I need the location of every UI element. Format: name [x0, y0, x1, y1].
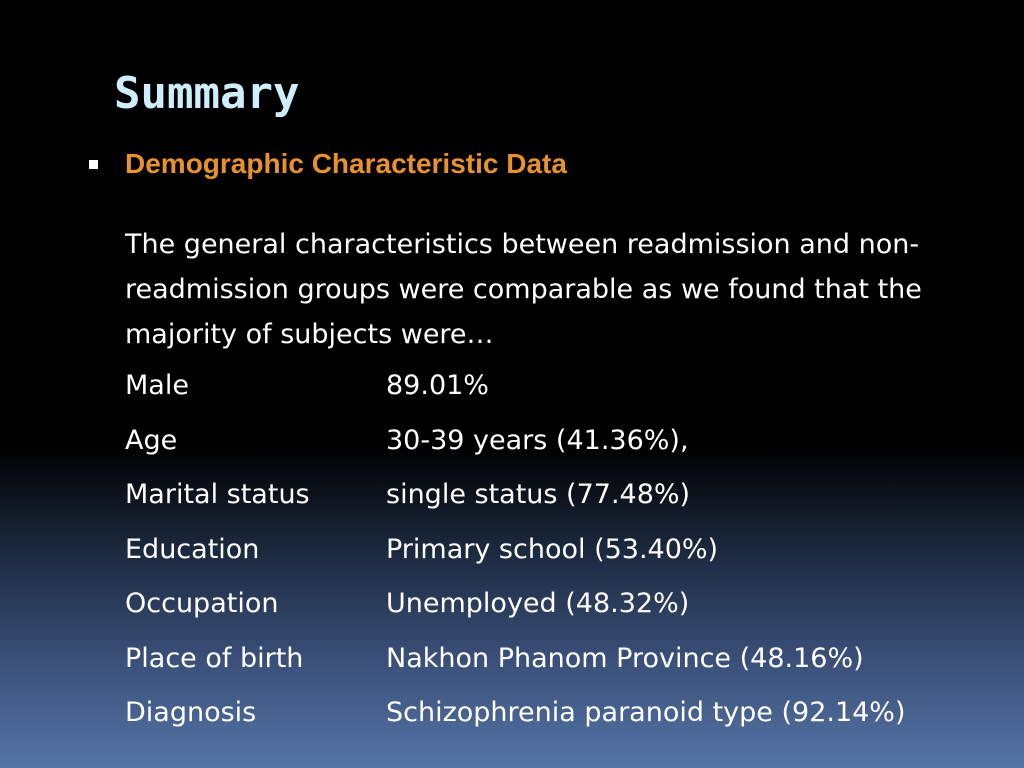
fact-value: single status (77.48%) [386, 479, 691, 510]
fact-value: Nakhon Phanom Province (48.16%) [386, 642, 864, 674]
fact-label: Diagnosis [125, 697, 257, 728]
body-paragraph: The general characteristics between readmission and non-readmission groups were comparable as we found that the majority of subjects were… [125, 229, 922, 350]
square-bullet-icon [89, 160, 98, 169]
fact-row-education [125, 528, 1005, 583]
fact-row-place-of-birth [125, 637, 1005, 692]
fact-value: 30-39 years (41.36%), [386, 424, 689, 456]
fact-label: Marital status [125, 479, 310, 510]
fact-value: Unemployed (48.32%) [386, 588, 690, 619]
fact-label: Male [125, 370, 189, 401]
fact-row-age [125, 419, 1005, 474]
bullet-heading: Demographic Characteristic Data [125, 148, 567, 179]
fact-row-diagnosis [125, 691, 1005, 735]
fact-label: Place of birth [125, 642, 304, 674]
slide-title: Summary [114, 68, 300, 119]
fact-row-marital-status [125, 473, 1005, 528]
fact-label: Education [125, 533, 260, 565]
fact-value: Schizophrenia paranoid type (92.14%) [386, 697, 906, 728]
fact-label: Age [125, 424, 178, 456]
facts-list [125, 364, 1005, 735]
fact-value: 89.01% [386, 370, 489, 401]
fact-value: Primary school (53.40%) [386, 533, 719, 565]
fact-row-male [125, 364, 1005, 419]
fact-label: Occupation [125, 588, 279, 619]
fact-row-occupation [125, 582, 1005, 637]
